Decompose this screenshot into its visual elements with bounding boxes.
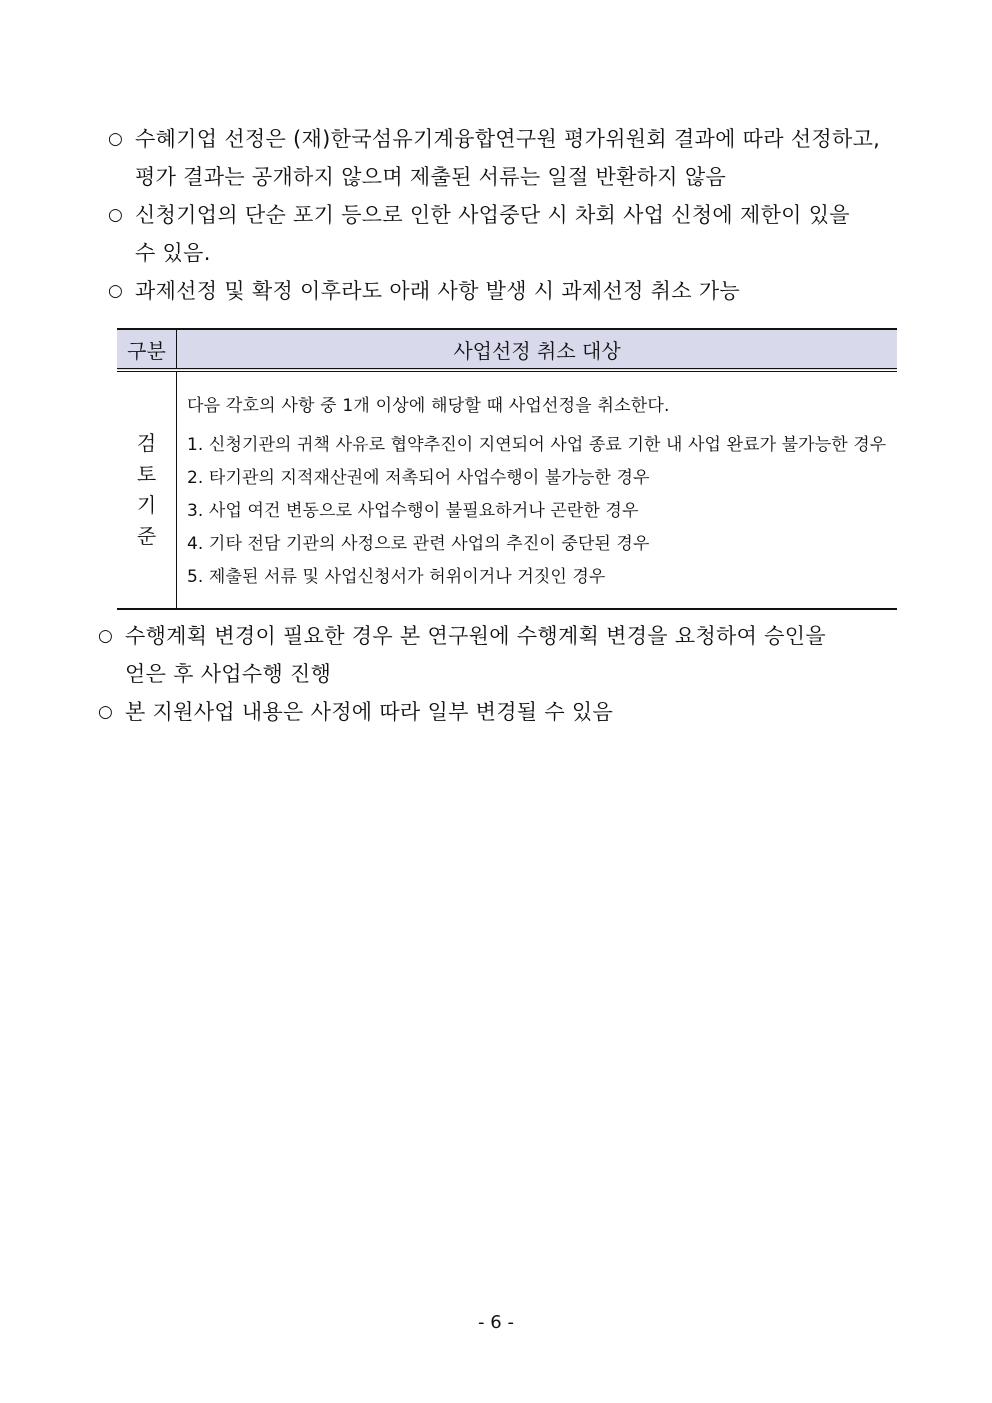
bullet-text: 수행계획 변경이 필요한 경우 본 연구원에 수행계획 변경을 요청하여 승인을 (125, 624, 826, 648)
table-row (117, 370, 897, 609)
criteria-item: 1. 신청기관의 귀책 사유로 협약추진이 지연되어 사업 종료 기한 내 사업 완료가 불가능한 경우 (187, 435, 887, 455)
criteria-item: 3. 사업 여건 변동으로 사업수행이 불필요하거나 곤란한 경우 (187, 501, 639, 521)
bullet-circle-icon: ○ (108, 205, 123, 225)
bullet-item (98, 617, 888, 655)
bullet-text-continuation: 평가 결과는 공개하지 않으며 제출된 서류는 일절 반환하지 않음 (135, 165, 727, 189)
bullet-item (108, 272, 898, 310)
label-char: 기 (136, 493, 157, 517)
bullet-item (98, 693, 888, 731)
top-bullet-list (108, 120, 898, 310)
page-number: - 6 - (478, 1312, 514, 1333)
bullet-text: 과제선정 및 확정 이후라도 아래 사항 발생 시 과제선정 취소 가능 (135, 279, 740, 303)
bullet-item (108, 120, 898, 158)
label-char: 검 (136, 431, 157, 455)
cancellation-criteria-table (117, 328, 897, 610)
bullet-item (108, 196, 898, 234)
criteria-intro: 다음 각호의 사항 중 1개 이상에 해당할 때 사업선정을 취소한다. (187, 396, 670, 416)
label-char: 준 (136, 524, 157, 548)
bottom-bullet-list (98, 617, 888, 731)
bullet-text: 본 지원사업 내용은 사정에 따라 일부 변경될 수 있음 (125, 700, 614, 724)
criteria-item: 4. 기타 전담 기관의 사정으로 관련 사업의 추진이 중단된 경우 (187, 534, 650, 554)
bullet-circle-icon: ○ (108, 281, 123, 301)
criteria-content (177, 370, 898, 609)
bullet-circle-icon: ○ (98, 626, 113, 646)
criteria-item: 2. 타기관의 지적재산권에 저촉되어 사업수행이 불가능한 경우 (187, 468, 650, 488)
bullet-circle-icon: ○ (108, 129, 123, 149)
bullet-text-continuation: 수 있음. (135, 241, 211, 265)
criteria-item: 5. 제출된 서류 및 사업신청서가 허위이거나 거짓인 경우 (187, 567, 606, 587)
table-header-row (117, 329, 897, 370)
bullet-text: 신청기업의 단순 포기 등으로 인한 사업중단 시 차회 사업 신청에 제한이 있을 (135, 203, 850, 227)
review-criteria-label (117, 370, 177, 609)
bullet-circle-icon: ○ (98, 702, 113, 722)
header-category: 구분 (117, 329, 177, 370)
label-char: 토 (136, 462, 157, 486)
bullet-text-continuation: 얻은 후 사업수행 진행 (125, 662, 332, 686)
header-cancellation-target: 사업선정 취소 대상 (177, 329, 898, 370)
bullet-text: 수혜기업 선정은 (재)한국섬유기계융합연구원 평가위원회 결과에 따라 선정하고, (135, 127, 881, 151)
